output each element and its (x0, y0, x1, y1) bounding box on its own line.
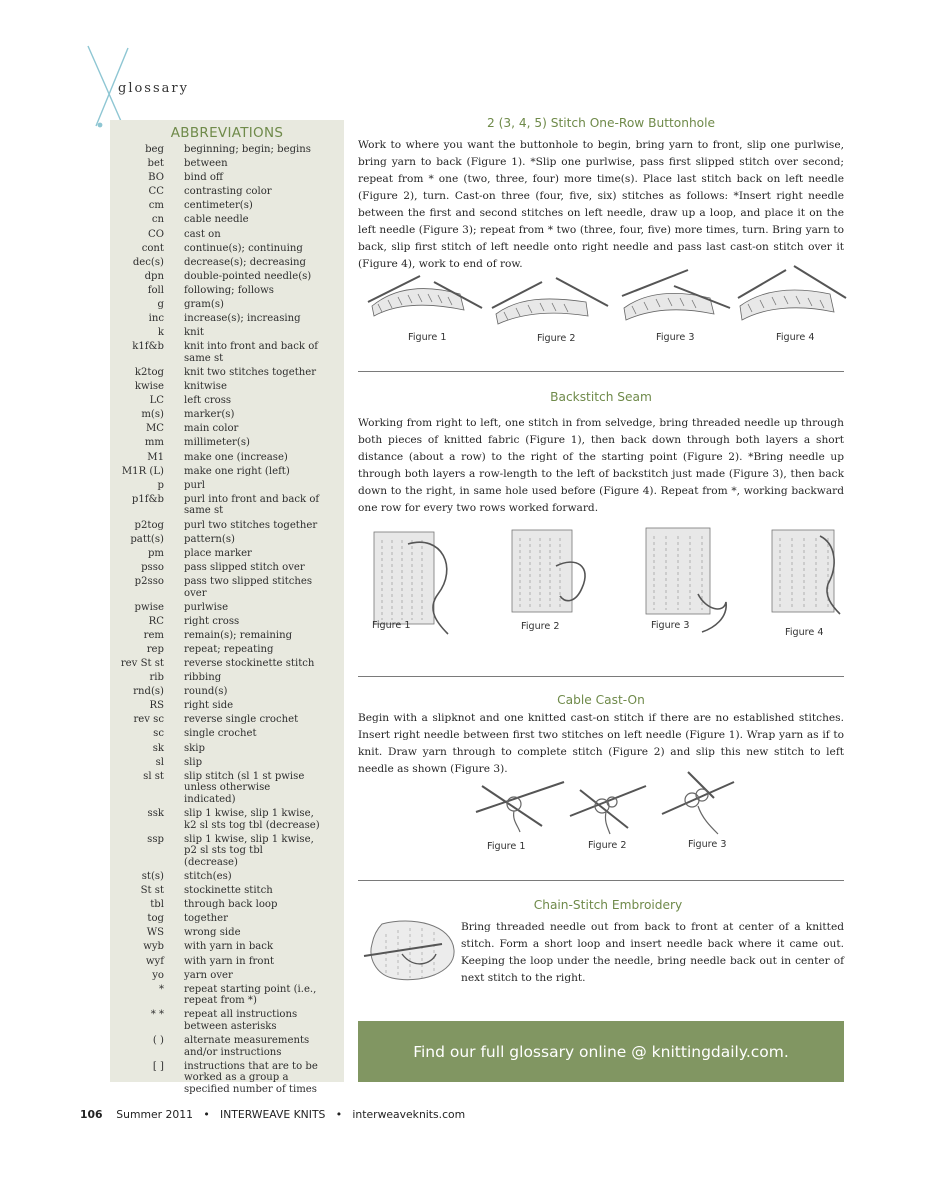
abbreviation-term: M1R (L) (121, 465, 164, 477)
abbreviation-row (110, 341, 344, 364)
buttonhole-figure-3-label: Figure 3 (656, 332, 695, 343)
backstitch-figure-2-label: Figure 2 (521, 621, 560, 632)
abbreviation-term: dec(s) (132, 256, 164, 268)
cable-cast-on-title: Cable Cast-On (557, 693, 645, 707)
abbreviation-term: ssk (147, 808, 164, 819)
abbreviation-definition: continue(s); continuing (184, 242, 303, 254)
abbreviation-row (110, 927, 344, 939)
buttonhole-figure-3-illustration (618, 260, 736, 330)
abbreviation-row (110, 452, 344, 464)
abbreviation-row (110, 941, 344, 953)
abbreviation-definition: round(s) (184, 686, 228, 698)
abbreviation-definition: slip stitch (sl 1 st pwise unless otherwise indicated) (184, 770, 305, 805)
abbreviation-row (110, 808, 344, 831)
abbreviation-definition: slip 1 kwise, slip 1 kwise, k2 sl sts tog tbl (decrease) (184, 808, 320, 831)
abbreviation-definition: through back loop (184, 899, 278, 911)
abbreviation-definition: repeat starting point (i.e., repeat from *) (184, 983, 317, 1007)
abbreviation-row (110, 616, 344, 628)
abbreviation-row (110, 271, 344, 283)
abbreviation-definition: single crochet (184, 728, 257, 740)
abbreviation-row (110, 520, 344, 532)
abbreviation-row (110, 913, 344, 925)
abbreviation-definition: right side (184, 700, 234, 712)
abbreviation-definition: main color (184, 423, 239, 435)
glossary-online-banner (358, 1021, 844, 1082)
abbreviation-row (110, 229, 344, 241)
abbreviation-definition: with yarn in back (184, 941, 274, 953)
buttonhole-figure-1-label: Figure 1 (408, 332, 447, 343)
abbreviation-definition: contrasting color (184, 186, 272, 198)
abbreviation-row (110, 1035, 344, 1058)
buttonhole-figure-4-illustration (736, 256, 848, 330)
abbreviation-row (110, 409, 344, 421)
abbreviation-term: wyf (145, 955, 164, 967)
abbreviation-row (110, 327, 344, 339)
abbreviation-term: psso (141, 561, 164, 573)
abbreviation-term: LC (149, 395, 164, 407)
abbreviation-row (110, 956, 344, 968)
buttonhole-text: Work to where you want the buttonhole to begin, bring yarn to front, slip one purlwise, bring yarn to back (Figure 1). *Slip one purlwise, pass first slipped stitch over second; repeat from * one (two, three, four) more time(s). Place last stitch back on left needle (Figure 2), turn. Cast-on three (four, five, six) stitches as follows: *Insert right needle between the first and second stitches on left needle, draw up a loop, and place it on the left needle (Figure 3); repeat from * two (three, four, five) more times, turn. Bring yarn to back, slip first stitch of left needle onto right needle and pass last cast-on stitch over it (Figure 4), work to end of row. (358, 139, 844, 270)
abbreviation-term: g (157, 299, 164, 311)
page-number: 106 (80, 1108, 103, 1121)
backstitch-figure-1-label: Figure 1 (372, 620, 411, 631)
abbreviation-definition: pass two slipped stitches over (184, 575, 313, 599)
abbreviation-definition: purl (184, 479, 206, 491)
abbreviations-heading: ABBREVIATIONS (170, 125, 284, 141)
abbreviation-definition: repeat all instructions between asterisks (184, 1009, 298, 1032)
abbreviation-row (110, 644, 344, 656)
abbreviation-definition: millimeter(s) (184, 437, 250, 449)
abbreviation-definition: reverse single crochet (184, 714, 299, 726)
abbreviation-definition: yarn over (184, 969, 233, 981)
abbreviations-list (110, 144, 344, 1098)
chain-stitch-title: Chain-Stitch Embroidery (533, 898, 683, 912)
abbreviation-definition: right cross (184, 615, 240, 627)
cable-figure-2-label: Figure 2 (588, 840, 627, 851)
abbreviation-row (110, 602, 344, 614)
abbreviation-definition: ribbing (184, 672, 222, 684)
abbreviation-row (110, 158, 344, 170)
abbreviation-term: wyb (143, 941, 164, 953)
abbreviation-row (110, 494, 344, 517)
chain-stitch-illustration (362, 914, 458, 986)
abbreviation-row (110, 200, 344, 212)
abbreviation-definition: pass slipped stitch over (184, 561, 305, 573)
buttonhole-figure-2-illustration (490, 262, 610, 330)
abbreviation-row (110, 728, 344, 740)
abbreviation-term: p2tog (134, 519, 164, 531)
abbreviation-row (110, 367, 344, 379)
abbreviation-definition: remain(s); remaining (184, 629, 293, 641)
abbreviation-term: k (157, 327, 164, 339)
abbreviation-term: k2tog (134, 367, 164, 378)
buttonhole-figure-1-illustration (364, 258, 484, 328)
abbreviation-term: CO (148, 228, 164, 240)
footer-site-link[interactable]: interweaveknits.com (352, 1108, 466, 1121)
page-section-title: glossary (118, 81, 189, 96)
cable-figure-3-illustration (658, 768, 738, 836)
abbreviation-row (110, 395, 344, 407)
abbreviation-term: st(s) (141, 870, 164, 882)
backstitch-title: Backstitch Seam (550, 390, 652, 404)
abbreviation-term: rev sc (133, 714, 164, 726)
abbreviation-term: MC (145, 423, 164, 435)
abbreviation-term: tog (147, 913, 164, 925)
abbreviation-definition: with yarn in front (184, 955, 275, 967)
abbreviation-definition: reverse stockinette stitch (184, 657, 315, 669)
abbreviation-definition: skip (184, 742, 205, 754)
abbreviation-term: rem (143, 629, 164, 641)
abbreviation-row (110, 686, 344, 698)
abbreviation-term: St st (140, 885, 164, 897)
abbreviation-definition: repeat; repeating (184, 643, 274, 655)
abbreviation-term: rep (146, 643, 164, 655)
abbreviation-definition: slip (184, 756, 203, 768)
abbreviation-row (110, 970, 344, 982)
abbreviation-term: * * (150, 1009, 164, 1021)
section-divider (358, 880, 844, 881)
abbreviation-term: cn (151, 214, 164, 226)
abbreviation-term: ssp (147, 833, 164, 845)
cable-figure-1-label: Figure 1 (487, 841, 526, 852)
abbreviation-definition: purl into front and back of same st (184, 493, 320, 517)
cable-figure-2-illustration (566, 776, 652, 836)
abbreviation-term: cm (148, 200, 164, 212)
buttonhole-figure-2-label: Figure 2 (537, 333, 576, 344)
abbreviation-definition: centimeter(s) (184, 200, 253, 212)
abbreviation-row (110, 534, 344, 546)
abbreviation-row (110, 285, 344, 297)
abbreviation-row (110, 658, 344, 670)
abbreviation-term: inc (148, 313, 164, 325)
abbreviation-term: sl (155, 756, 164, 768)
abbreviation-term: beg (145, 144, 164, 155)
buttonhole-figure-4-label: Figure 4 (776, 332, 815, 343)
abbreviation-definition: bind off (184, 172, 224, 184)
cable-cast-on-text: Begin with a slipknot and one knitted cast-on stitch if there are no established stitches. Insert right needle between first two stitches on left needle (Figure 1). Wrap yarn as if to knit. Draw yarn through to complete stitch (Figure 2) and slip this new stitch to left needle as shown (Figure 3). (358, 712, 844, 775)
abbreviation-term: pm (147, 547, 164, 559)
abbreviation-definition: purlwise (184, 601, 229, 613)
abbreviation-row (110, 381, 344, 393)
abbreviation-row (110, 700, 344, 712)
abbreviation-row (110, 423, 344, 435)
abbreviation-definition: between (184, 158, 228, 170)
abbreviation-row (110, 757, 344, 769)
abbreviation-term: p (157, 479, 164, 491)
backstitch-figure-3-illustration (640, 524, 740, 634)
abbreviation-row (110, 576, 344, 599)
abbreviation-row (110, 466, 344, 478)
abbreviation-term: cont (141, 242, 164, 254)
backstitch-figure-2-illustration (506, 526, 598, 618)
abbreviation-definition: instructions that are to be worked as a group a specified number of times (184, 1060, 318, 1095)
cable-figure-1-illustration (472, 776, 568, 834)
abbreviation-term: mm (144, 437, 164, 449)
abbreviation-definition: double-pointed needle(s) (184, 270, 312, 282)
abbreviation-definition: make one right (left) (184, 465, 290, 477)
abbreviation-term: pwise (134, 601, 164, 613)
abbreviation-row (110, 1061, 344, 1096)
abbreviation-row (110, 834, 344, 869)
abbreviation-term: bet (147, 158, 164, 170)
abbreviation-term: sl st (143, 770, 164, 782)
abbreviation-definition: wrong side (184, 927, 241, 939)
abbreviation-definition: alternate measurements and/or instructions (184, 1035, 310, 1058)
abbreviation-term: BO (148, 172, 164, 184)
abbreviation-term: patt(s) (130, 533, 164, 545)
abbreviation-row (110, 257, 344, 269)
backstitch-figure-3-label: Figure 3 (651, 620, 690, 631)
abbreviation-term: [ ] (152, 1060, 164, 1072)
abbreviation-definition: increase(s); increasing (184, 313, 301, 325)
abbreviation-row (110, 214, 344, 226)
abbreviation-definition: following; follows (184, 284, 274, 296)
abbreviation-definition: cast on (184, 228, 221, 240)
abbreviation-term: rev St st (120, 657, 164, 669)
abbreviation-definition: stockinette stitch (184, 885, 273, 897)
abbreviation-term: sk (152, 742, 164, 754)
abbreviation-row (110, 743, 344, 755)
abbreviations-sidebar (110, 120, 344, 1095)
abbreviation-definition: knitwise (184, 381, 227, 393)
abbreviation-term: RC (148, 615, 164, 627)
abbreviation-definition: cable needle (184, 214, 249, 226)
backstitch-text: Working from right to left, one stitch in from selvedge, bring threaded needle up through both pieces of knitted fabric (Figure 1), then back down through both layers a short distance (about a row) to the right of the starting point (Figure 2). *Bring needle up through both layers a row-length to the left of backstitch just made (Figure 3), then back down to the right, in same hole used before (Figure 4). Repeat from *, working backward one row for every two rows worked forward. (358, 417, 844, 514)
abbreviation-row (110, 871, 344, 883)
abbreviation-term: yo (152, 969, 164, 981)
abbreviation-term: m(s) (141, 409, 164, 421)
abbreviation-term: k1f&b (132, 341, 164, 353)
abbreviation-row (110, 562, 344, 574)
abbreviation-term: WS (146, 927, 164, 939)
footer-bullet-2: • (335, 1108, 343, 1121)
abbreviation-definition: beginning; begin; begins (184, 144, 311, 155)
abbreviation-definition: left cross (184, 395, 232, 407)
abbreviation-row (110, 548, 344, 560)
abbreviation-row (110, 672, 344, 684)
abbreviation-term: M1 (147, 451, 164, 463)
abbreviation-row (110, 186, 344, 198)
abbreviation-row (110, 885, 344, 897)
section-divider (358, 676, 844, 677)
abbreviation-term: rnd(s) (133, 686, 164, 698)
chain-stitch-text: Bring threaded needle out from back to front at center of a knitted stitch. Form a short loop and insert needle back where it came out. Keeping the loop under the needle, bring needle back out in center of next stitch to the right. (461, 921, 844, 984)
abbreviation-row (110, 313, 344, 325)
abbreviation-row (110, 243, 344, 255)
abbreviation-term: ( ) (152, 1035, 164, 1047)
abbreviation-term: p2sso (134, 575, 164, 587)
abbreviation-term: tbl (150, 899, 164, 911)
abbreviation-definition: together (184, 913, 228, 925)
banner-text: Find our full glossary online @ knittingdaily.com. (413, 1042, 789, 1061)
abbreviation-definition: make one (increase) (184, 451, 288, 463)
abbreviation-definition: purl two stitches together (184, 519, 318, 531)
footer-issue: Summer 2011 (116, 1108, 194, 1121)
abbreviation-term: dpn (144, 270, 164, 282)
abbreviation-definition: marker(s) (184, 409, 235, 421)
abbreviation-row (110, 714, 344, 726)
backstitch-figure-4-illustration (766, 526, 848, 624)
section-divider (358, 371, 844, 372)
abbreviation-row (110, 172, 344, 184)
backstitch-figure-4-label: Figure 4 (785, 627, 824, 638)
abbreviation-term: rib (149, 672, 164, 684)
page-footer (80, 1108, 465, 1121)
abbreviation-definition: slip 1 kwise, slip 1 kwise, p2 sl sts tog tbl (decrease) (184, 833, 314, 868)
footer-magazine: INTERWEAVE KNITS (220, 1108, 326, 1121)
abbreviation-term: kwise (134, 381, 164, 393)
abbreviation-definition: knit into front and back of same st (184, 341, 319, 364)
abbreviation-definition: stitch(es) (184, 870, 232, 882)
abbreviation-row (110, 480, 344, 492)
abbreviation-row (110, 299, 344, 311)
abbreviation-definition: decrease(s); decreasing (184, 256, 306, 268)
abbreviation-term: foll (147, 284, 164, 296)
abbreviation-row (110, 984, 344, 1007)
footer-bullet: • (203, 1108, 210, 1121)
abbreviation-row (110, 144, 344, 156)
abbreviation-definition: gram(s) (184, 299, 224, 311)
abbreviation-definition: knit two stitches together (184, 367, 317, 378)
abbreviation-definition: place marker (184, 547, 252, 559)
abbreviation-row (110, 1009, 344, 1032)
abbreviation-term: CC (148, 186, 164, 198)
abbreviation-row (110, 630, 344, 642)
buttonhole-title: 2 (3, 4, 5) Stitch One-Row Buttonhole (486, 116, 716, 130)
abbreviation-definition: knit (184, 327, 204, 339)
abbreviation-row (110, 771, 344, 806)
abbreviation-term: sc (153, 728, 164, 740)
abbreviation-term: p1f&b (131, 493, 164, 505)
abbreviation-definition: pattern(s) (184, 533, 235, 545)
abbreviation-row (110, 899, 344, 911)
abbreviation-term: * (158, 983, 164, 995)
abbreviation-row (110, 437, 344, 449)
cable-figure-3-label: Figure 3 (688, 839, 727, 850)
abbreviation-term: RS (149, 700, 164, 712)
